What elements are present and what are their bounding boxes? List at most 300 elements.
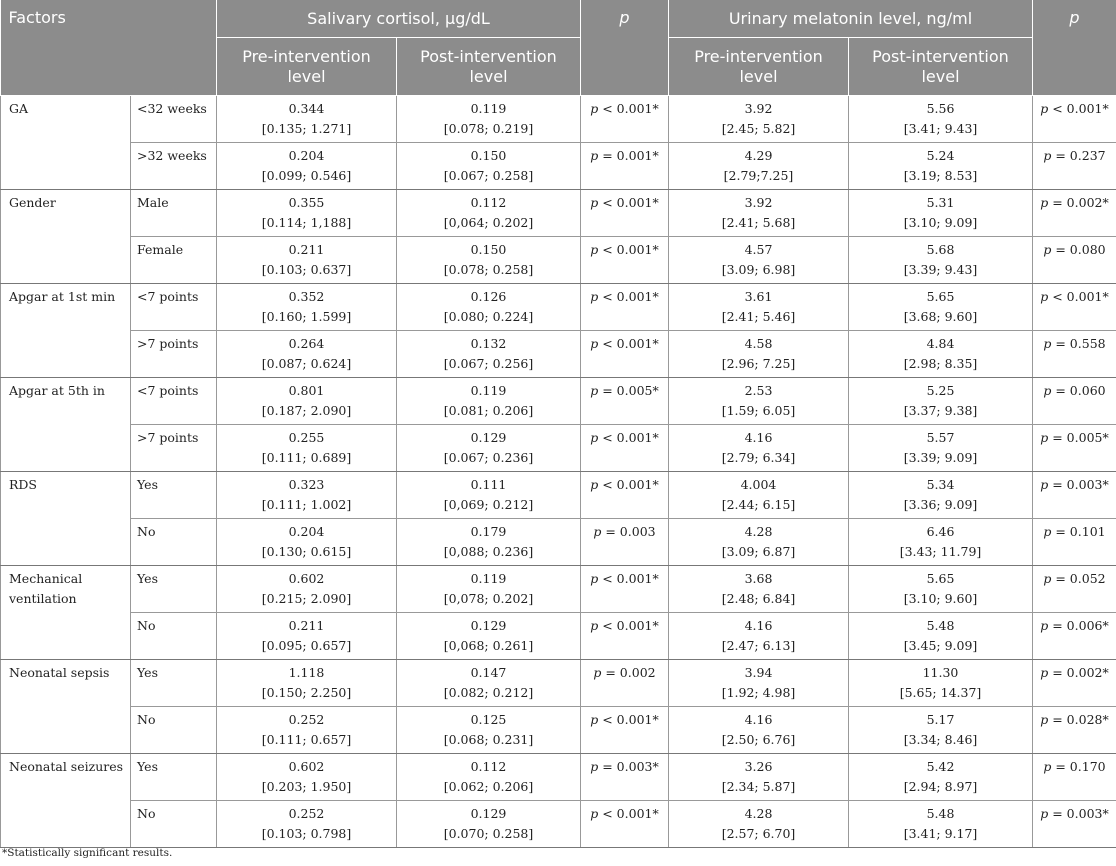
cortisol-p-cell bbox=[581, 801, 669, 848]
melatonin-post-cell bbox=[849, 284, 1033, 331]
cortisol-pre-cell-iqr: [0.095; 0.657] bbox=[261, 638, 352, 653]
footnote: *Statistically significant results. bbox=[2, 847, 173, 859]
cortisol-post-cell-iqr: [0.081; 0.206] bbox=[443, 403, 534, 418]
melatonin-pre-cell-median: 3.68 bbox=[744, 571, 773, 586]
cortisol-pre-cell bbox=[217, 237, 397, 284]
cortisol-pre-cell bbox=[217, 378, 397, 425]
cortisol-post-cell bbox=[397, 566, 581, 613]
melatonin-p-cell-value: p = 0.003* bbox=[1040, 806, 1109, 821]
melatonin-post-cell-iqr: [3.39; 9.09] bbox=[903, 450, 978, 465]
cortisol-post-cell bbox=[397, 519, 581, 566]
cortisol-post-cell bbox=[397, 143, 581, 190]
subgroup-cell: Yes bbox=[131, 566, 217, 613]
melatonin-pre-cell-median: 4.29 bbox=[744, 148, 773, 163]
melatonin-pre-cell bbox=[669, 707, 849, 754]
cortisol-pre-cell-median: 0.264 bbox=[288, 336, 325, 351]
melatonin-pre-cell-iqr: [3.09; 6.98] bbox=[721, 262, 796, 277]
melatonin-post-cell-iqr: [2.94; 8.97] bbox=[903, 779, 978, 794]
melatonin-post-cell-median: 5.57 bbox=[926, 430, 955, 445]
melatonin-p-cell-value: p < 0.001* bbox=[1040, 289, 1109, 304]
cortisol-p-cell-value: p < 0.001* bbox=[590, 289, 659, 304]
melatonin-p-cell bbox=[1033, 331, 1116, 378]
melatonin-post-cell-median: 5.31 bbox=[926, 195, 955, 210]
factor-cell: Apgar at 1st min bbox=[1, 284, 131, 378]
table-row bbox=[1, 566, 1116, 613]
cortisol-post-cell-iqr: [0,088; 0.236] bbox=[443, 544, 534, 559]
cortisol-p-cell-value: p = 0.002 bbox=[593, 665, 656, 680]
subgroup-cell: >7 points bbox=[131, 425, 217, 472]
melatonin-pre-cell bbox=[669, 143, 849, 190]
cortisol-post-cell-iqr: [0,068; 0.261] bbox=[443, 638, 534, 653]
cortisol-pre-cell-median: 0.252 bbox=[288, 806, 325, 821]
cortisol-pre-cell-iqr: [0.160; 1.599] bbox=[261, 309, 352, 324]
subgroup-cell: Yes bbox=[131, 472, 217, 519]
subgroup-cell: >32 weeks bbox=[131, 143, 217, 190]
melatonin-p-cell-value: p = 0.237 bbox=[1043, 148, 1106, 163]
melatonin-post-cell bbox=[849, 331, 1033, 378]
melatonin-pre-cell-iqr: [2.79; 6.34] bbox=[721, 450, 796, 465]
cortisol-post-cell-median: 0.179 bbox=[470, 524, 507, 539]
melatonin-p-cell-value: p = 0.060 bbox=[1043, 383, 1106, 398]
cortisol-post-cell bbox=[397, 284, 581, 331]
melatonin-p-cell bbox=[1033, 237, 1116, 284]
cortisol-post-cell-median: 0.129 bbox=[470, 618, 507, 633]
table-row bbox=[1, 754, 1116, 801]
cortisol-pre-cell-iqr: [0.111; 0.689] bbox=[261, 450, 352, 465]
cortisol-pre-cell-median: 1.118 bbox=[288, 665, 325, 680]
cortisol-post-cell-iqr: [0.078; 0.258] bbox=[443, 262, 534, 277]
melatonin-post-cell bbox=[849, 425, 1033, 472]
cortisol-p-cell-value: p < 0.001* bbox=[590, 477, 659, 492]
melatonin-post-cell-iqr: [2.98; 8.35] bbox=[903, 356, 978, 371]
melatonin-pre-cell bbox=[669, 519, 849, 566]
melatonin-p-cell-value: p = 0.028* bbox=[1040, 712, 1109, 727]
melatonin-post-cell bbox=[849, 190, 1033, 237]
melatonin-pre-cell-median: 4.57 bbox=[744, 242, 773, 257]
melatonin-post-cell-iqr: [3.19; 8.53] bbox=[903, 168, 978, 183]
factor-cell: Apgar at 5th in bbox=[1, 378, 131, 472]
melatonin-pre-cell-median: 4.28 bbox=[744, 524, 773, 539]
melatonin-post-cell-median: 5.65 bbox=[926, 571, 955, 586]
cortisol-pre-cell-iqr: [0.103; 0.637] bbox=[261, 262, 352, 277]
melatonin-p-cell-value: p < 0.001* bbox=[1040, 101, 1109, 116]
melatonin-post-cell-median: 6.46 bbox=[926, 524, 955, 539]
table-row bbox=[1, 190, 1116, 237]
melatonin-pre-cell-iqr: [2.45; 5.82] bbox=[721, 121, 796, 136]
cortisol-pre-cell bbox=[217, 425, 397, 472]
cortisol-p-cell-value: p < 0.001* bbox=[590, 430, 659, 445]
cortisol-pre-cell-iqr: [0.114; 1,188] bbox=[261, 215, 352, 230]
melatonin-post-cell-median: 5.17 bbox=[926, 712, 955, 727]
cortisol-pre-cell-iqr: [0.215; 2.090] bbox=[261, 591, 352, 606]
cortisol-pre-cell bbox=[217, 190, 397, 237]
melatonin-pre-cell-median: 3.61 bbox=[744, 289, 773, 304]
melatonin-p-cell bbox=[1033, 754, 1116, 801]
melatonin-pre-cell-iqr: [2.41; 5.68] bbox=[721, 215, 796, 230]
melatonin-p-cell-value: p = 0.170 bbox=[1043, 759, 1106, 774]
cortisol-pre-cell bbox=[217, 143, 397, 190]
cortisol-pre-cell-median: 0.211 bbox=[288, 618, 325, 633]
cortisol-pre-cell-median: 0.255 bbox=[288, 430, 325, 445]
cortisol-post-cell-iqr: [0.067; 0.256] bbox=[443, 356, 534, 371]
cortisol-post-cell-iqr: [0.062; 0.206] bbox=[443, 779, 534, 794]
cortisol-p-cell-value: p = 0.003 bbox=[593, 524, 656, 539]
cortisol-pre-cell-iqr: [0.135; 1.271] bbox=[261, 121, 352, 136]
cortisol-pre-cell bbox=[217, 472, 397, 519]
melatonin-post-cell-median: 5.34 bbox=[926, 477, 955, 492]
melatonin-pre-cell bbox=[669, 566, 849, 613]
table-row bbox=[1, 143, 1116, 190]
cortisol-post-cell-iqr: [0.082; 0.212] bbox=[443, 685, 534, 700]
cortisol-p-cell-value: p < 0.001* bbox=[590, 101, 659, 116]
melatonin-post-cell bbox=[849, 472, 1033, 519]
cortisol-pre-cell-iqr: [0.187; 2.090] bbox=[261, 403, 352, 418]
melatonin-pre-cell-median: 3.26 bbox=[744, 759, 773, 774]
subgroup-cell: <7 points bbox=[131, 378, 217, 425]
cortisol-post-cell bbox=[397, 660, 581, 707]
melatonin-post-cell bbox=[849, 707, 1033, 754]
cortisol-post-cell-iqr: [0.078; 0.219] bbox=[443, 121, 534, 136]
cortisol-p-cell bbox=[581, 425, 669, 472]
table-row bbox=[1, 96, 1116, 143]
melatonin-post-cell bbox=[849, 801, 1033, 848]
cortisol-post-cell-median: 0.126 bbox=[470, 289, 507, 304]
header-melatonin-post: Post-intervention level bbox=[849, 38, 1033, 96]
table-row bbox=[1, 284, 1116, 331]
melatonin-post-cell-median: 5.48 bbox=[926, 618, 955, 633]
cortisol-p-cell-value: p < 0.001* bbox=[590, 712, 659, 727]
melatonin-post-cell-median: 5.25 bbox=[926, 383, 955, 398]
cortisol-pre-cell-iqr: [0.087; 0.624] bbox=[261, 356, 352, 371]
header-cortisol-post: Post-intervention level bbox=[397, 38, 581, 96]
table-row bbox=[1, 707, 1116, 754]
melatonin-pre-cell bbox=[669, 472, 849, 519]
melatonin-post-cell bbox=[849, 237, 1033, 284]
cortisol-post-cell-median: 0.150 bbox=[470, 242, 507, 257]
melatonin-p-cell-value: p = 0.002* bbox=[1040, 665, 1109, 680]
cortisol-pre-cell bbox=[217, 754, 397, 801]
factor-cell: Gender bbox=[1, 190, 131, 284]
cortisol-p-cell bbox=[581, 284, 669, 331]
melatonin-pre-cell-median: 4.16 bbox=[744, 618, 773, 633]
cortisol-post-cell bbox=[397, 237, 581, 284]
cortisol-pre-cell-median: 0.204 bbox=[288, 524, 325, 539]
melatonin-p-cell bbox=[1033, 801, 1116, 848]
melatonin-pre-cell-median: 2.53 bbox=[744, 383, 773, 398]
melatonin-pre-cell-iqr: [1.59; 6.05] bbox=[721, 403, 796, 418]
cortisol-post-cell-median: 0.132 bbox=[470, 336, 507, 351]
melatonin-post-cell-iqr: [5.65; 14.37] bbox=[899, 685, 982, 700]
melatonin-pre-cell-iqr: [1.92; 4.98] bbox=[721, 685, 796, 700]
melatonin-post-cell bbox=[849, 96, 1033, 143]
header-p-cortisol: p bbox=[581, 0, 669, 96]
cortisol-pre-cell-median: 0.352 bbox=[288, 289, 325, 304]
cortisol-p-cell-value: p < 0.001* bbox=[590, 242, 659, 257]
cortisol-pre-cell bbox=[217, 96, 397, 143]
cortisol-post-cell bbox=[397, 754, 581, 801]
cortisol-p-cell bbox=[581, 519, 669, 566]
melatonin-post-cell-iqr: [3.36; 9.09] bbox=[903, 497, 978, 512]
cortisol-pre-cell bbox=[217, 660, 397, 707]
cortisol-post-cell bbox=[397, 613, 581, 660]
cortisol-pre-cell bbox=[217, 284, 397, 331]
melatonin-pre-cell-iqr: [2.79;7.25] bbox=[723, 168, 794, 183]
cortisol-post-cell bbox=[397, 190, 581, 237]
melatonin-pre-cell bbox=[669, 284, 849, 331]
cortisol-p-cell bbox=[581, 566, 669, 613]
melatonin-post-cell bbox=[849, 613, 1033, 660]
melatonin-post-cell bbox=[849, 754, 1033, 801]
melatonin-p-cell bbox=[1033, 519, 1116, 566]
melatonin-post-cell-iqr: [3.10; 9.09] bbox=[903, 215, 978, 230]
header-melatonin-pre: Pre-intervention level bbox=[669, 38, 849, 96]
factor-cell: GA bbox=[1, 96, 131, 190]
melatonin-p-cell-value: p = 0.101 bbox=[1043, 524, 1106, 539]
cortisol-p-cell bbox=[581, 331, 669, 378]
header-melatonin: Urinary melatonin level, ng/ml bbox=[669, 0, 1033, 38]
melatonin-p-cell bbox=[1033, 143, 1116, 190]
cortisol-pre-cell-median: 0.602 bbox=[288, 759, 325, 774]
melatonin-post-cell-median: 5.68 bbox=[926, 242, 955, 257]
cortisol-pre-cell-iqr: [0.203; 1.950] bbox=[261, 779, 352, 794]
cortisol-pre-cell-iqr: [0.103; 0.798] bbox=[261, 826, 352, 841]
melatonin-p-cell bbox=[1033, 566, 1116, 613]
melatonin-p-cell bbox=[1033, 660, 1116, 707]
cortisol-p-cell bbox=[581, 237, 669, 284]
melatonin-pre-cell-median: 4.16 bbox=[744, 712, 773, 727]
melatonin-pre-cell-median: 4.16 bbox=[744, 430, 773, 445]
cortisol-pre-cell-median: 0.801 bbox=[288, 383, 325, 398]
melatonin-pre-cell bbox=[669, 801, 849, 848]
table-row bbox=[1, 425, 1116, 472]
table-row bbox=[1, 613, 1116, 660]
cortisol-pre-cell-iqr: [0.111; 0.657] bbox=[261, 732, 352, 747]
melatonin-p-cell bbox=[1033, 613, 1116, 660]
melatonin-pre-cell-iqr: [2.47; 6.13] bbox=[721, 638, 796, 653]
melatonin-post-cell-iqr: [3.34; 8.46] bbox=[903, 732, 978, 747]
melatonin-pre-cell-median: 3.92 bbox=[744, 101, 773, 116]
subgroup-cell: >7 points bbox=[131, 331, 217, 378]
melatonin-post-cell bbox=[849, 378, 1033, 425]
cortisol-pre-cell bbox=[217, 613, 397, 660]
melatonin-p-cell bbox=[1033, 425, 1116, 472]
cortisol-p-cell bbox=[581, 472, 669, 519]
cortisol-p-cell bbox=[581, 660, 669, 707]
cortisol-pre-cell-median: 0.602 bbox=[288, 571, 325, 586]
cortisol-pre-cell bbox=[217, 331, 397, 378]
cortisol-post-cell-median: 0.129 bbox=[470, 806, 507, 821]
cortisol-pre-cell bbox=[217, 519, 397, 566]
melatonin-pre-cell bbox=[669, 660, 849, 707]
cortisol-pre-cell-iqr: [0.099; 0.546] bbox=[261, 168, 352, 183]
melatonin-pre-cell bbox=[669, 331, 849, 378]
subgroup-cell: Female bbox=[131, 237, 217, 284]
melatonin-post-cell-median: 11.30 bbox=[922, 665, 959, 680]
melatonin-p-cell-value: p = 0.080 bbox=[1043, 242, 1106, 257]
melatonin-pre-cell bbox=[669, 425, 849, 472]
cortisol-p-cell bbox=[581, 707, 669, 754]
melatonin-post-cell bbox=[849, 143, 1033, 190]
subgroup-cell: Male bbox=[131, 190, 217, 237]
melatonin-pre-cell bbox=[669, 613, 849, 660]
cortisol-p-cell bbox=[581, 143, 669, 190]
cortisol-post-cell-median: 0.119 bbox=[470, 383, 507, 398]
cortisol-post-cell-median: 0.119 bbox=[470, 571, 507, 586]
melatonin-post-cell-iqr: [3.41; 9.43] bbox=[903, 121, 978, 136]
melatonin-pre-cell-iqr: [2.96; 7.25] bbox=[721, 356, 796, 371]
melatonin-post-cell-iqr: [3.39; 9.43] bbox=[903, 262, 978, 277]
melatonin-pre-cell-median: 4.58 bbox=[744, 336, 773, 351]
table-row bbox=[1, 378, 1116, 425]
subgroup-cell: <7 points bbox=[131, 284, 217, 331]
melatonin-post-cell-iqr: [3.37; 9.38] bbox=[903, 403, 978, 418]
header-cortisol: Salivary cortisol, μg/dL bbox=[217, 0, 581, 38]
cortisol-pre-cell bbox=[217, 801, 397, 848]
melatonin-post-cell bbox=[849, 566, 1033, 613]
cortisol-post-cell-iqr: [0,069; 0.212] bbox=[443, 497, 534, 512]
melatonin-post-cell-median: 5.48 bbox=[926, 806, 955, 821]
melatonin-p-cell-value: p = 0.558 bbox=[1043, 336, 1106, 351]
cortisol-p-cell bbox=[581, 754, 669, 801]
table-row bbox=[1, 660, 1116, 707]
cortisol-pre-cell-median: 0.211 bbox=[288, 242, 325, 257]
melatonin-pre-cell-iqr: [3.09; 6.87] bbox=[721, 544, 796, 559]
melatonin-p-cell bbox=[1033, 378, 1116, 425]
cortisol-p-cell-value: p < 0.001* bbox=[590, 195, 659, 210]
melatonin-post-cell-iqr: [3.43; 11.79] bbox=[899, 544, 982, 559]
subgroup-cell: <32 weeks bbox=[131, 96, 217, 143]
melatonin-pre-cell bbox=[669, 237, 849, 284]
melatonin-pre-cell-iqr: [2.57; 6.70] bbox=[721, 826, 796, 841]
melatonin-p-cell bbox=[1033, 284, 1116, 331]
melatonin-p-cell bbox=[1033, 96, 1116, 143]
cortisol-pre-cell-median: 0.344 bbox=[288, 101, 325, 116]
cortisol-pre-cell-median: 0.323 bbox=[288, 477, 325, 492]
header-factors: Factors bbox=[1, 0, 217, 96]
subgroup-cell: No bbox=[131, 519, 217, 566]
melatonin-post-cell bbox=[849, 519, 1033, 566]
factor-cell: Neonatal sepsis bbox=[1, 660, 131, 754]
header-cortisol-pre: Pre-intervention level bbox=[217, 38, 397, 96]
melatonin-pre-cell-iqr: [2.48; 6.84] bbox=[721, 591, 796, 606]
table-row bbox=[1, 801, 1116, 848]
subgroup-cell: No bbox=[131, 613, 217, 660]
cortisol-pre-cell-iqr: [0.150; 2.250] bbox=[261, 685, 352, 700]
cortisol-post-cell-median: 0.125 bbox=[470, 712, 507, 727]
melatonin-pre-cell-median: 4.004 bbox=[740, 477, 777, 492]
melatonin-p-cell-value: p = 0.006* bbox=[1040, 618, 1109, 633]
cortisol-post-cell bbox=[397, 707, 581, 754]
cortisol-post-cell bbox=[397, 378, 581, 425]
melatonin-pre-cell-iqr: [2.34; 5.87] bbox=[721, 779, 796, 794]
melatonin-p-cell bbox=[1033, 190, 1116, 237]
subgroup-cell: Yes bbox=[131, 754, 217, 801]
melatonin-post-cell-median: 5.42 bbox=[926, 759, 955, 774]
cortisol-post-cell-median: 0.119 bbox=[470, 101, 507, 116]
cortisol-p-cell-value: p < 0.001* bbox=[590, 336, 659, 351]
cortisol-post-cell-median: 0.129 bbox=[470, 430, 507, 445]
cortisol-pre-cell-iqr: [0.111; 1.002] bbox=[261, 497, 352, 512]
subgroup-cell: Yes bbox=[131, 660, 217, 707]
table-row bbox=[1, 237, 1116, 284]
melatonin-pre-cell-median: 3.94 bbox=[744, 665, 773, 680]
cortisol-p-cell-value: p < 0.001* bbox=[590, 806, 659, 821]
cortisol-p-cell bbox=[581, 190, 669, 237]
melatonin-pre-cell-median: 3.92 bbox=[744, 195, 773, 210]
cortisol-post-cell-median: 0.112 bbox=[470, 195, 507, 210]
cortisol-pre-cell-median: 0.252 bbox=[288, 712, 325, 727]
melatonin-p-cell-value: p = 0.005* bbox=[1040, 430, 1109, 445]
cortisol-post-cell bbox=[397, 801, 581, 848]
cortisol-post-cell-iqr: [0,064; 0.202] bbox=[443, 215, 534, 230]
table-row bbox=[1, 331, 1116, 378]
cortisol-pre-cell bbox=[217, 707, 397, 754]
cortisol-p-cell-value: p = 0.003* bbox=[590, 759, 659, 774]
cortisol-pre-cell-median: 0.204 bbox=[288, 148, 325, 163]
melatonin-post-cell-median: 5.65 bbox=[926, 289, 955, 304]
cortisol-post-cell-median: 0.147 bbox=[470, 665, 507, 680]
factor-cell: Neonatal seizures bbox=[1, 754, 131, 848]
table-row bbox=[1, 472, 1116, 519]
cortisol-post-cell bbox=[397, 331, 581, 378]
header-p-melatonin: p bbox=[1033, 0, 1116, 96]
cortisol-pre-cell-iqr: [0.130; 0.615] bbox=[261, 544, 352, 559]
cortisol-post-cell-iqr: [0.068; 0.231] bbox=[443, 732, 534, 747]
melatonin-pre-cell bbox=[669, 378, 849, 425]
cortisol-p-cell-value: p = 0.001* bbox=[590, 148, 659, 163]
subgroup-cell: No bbox=[131, 801, 217, 848]
cortisol-post-cell bbox=[397, 472, 581, 519]
cortisol-post-cell bbox=[397, 425, 581, 472]
melatonin-p-cell-value: p = 0.002* bbox=[1040, 195, 1109, 210]
melatonin-post-cell bbox=[849, 660, 1033, 707]
melatonin-post-cell-median: 5.56 bbox=[926, 101, 955, 116]
cortisol-p-cell bbox=[581, 378, 669, 425]
cortisol-p-cell-value: p < 0.001* bbox=[590, 618, 659, 633]
cortisol-pre-cell bbox=[217, 566, 397, 613]
melatonin-pre-cell-median: 4.28 bbox=[744, 806, 773, 821]
melatonin-pre-cell-iqr: [2.50; 6.76] bbox=[721, 732, 796, 747]
melatonin-post-cell-iqr: [3.45; 9.09] bbox=[903, 638, 978, 653]
cortisol-post-cell-median: 0.112 bbox=[470, 759, 507, 774]
cortisol-p-cell-value: p < 0.001* bbox=[590, 571, 659, 586]
factor-cell: Mechanical ventilation bbox=[1, 566, 131, 660]
melatonin-p-cell-value: p = 0.052 bbox=[1043, 571, 1106, 586]
cortisol-post-cell-median: 0.111 bbox=[470, 477, 507, 492]
factor-cell: RDS bbox=[1, 472, 131, 566]
melatonin-pre-cell-iqr: [2.41; 5.46] bbox=[721, 309, 796, 324]
cortisol-p-cell-value: p = 0.005* bbox=[590, 383, 659, 398]
subgroup-cell: No bbox=[131, 707, 217, 754]
melatonin-post-cell-iqr: [3.68; 9.60] bbox=[903, 309, 978, 324]
cortisol-post-cell-iqr: [0.070; 0.258] bbox=[443, 826, 534, 841]
melatonin-pre-cell bbox=[669, 754, 849, 801]
cortisol-post-cell-iqr: [0.067; 0.258] bbox=[443, 168, 534, 183]
cortisol-post-cell-median: 0.150 bbox=[470, 148, 507, 163]
cortisol-post-cell-iqr: [0.067; 0.236] bbox=[443, 450, 534, 465]
cortisol-post-cell-iqr: [0.080; 0.224] bbox=[443, 309, 534, 324]
cortisol-pre-cell-median: 0.355 bbox=[288, 195, 325, 210]
melatonin-post-cell-iqr: [3.10; 9.60] bbox=[903, 591, 978, 606]
cortisol-p-cell bbox=[581, 613, 669, 660]
melatonin-p-cell bbox=[1033, 472, 1116, 519]
melatonin-pre-cell bbox=[669, 190, 849, 237]
cortisol-post-cell bbox=[397, 96, 581, 143]
table-row bbox=[1, 519, 1116, 566]
melatonin-post-cell-median: 4.84 bbox=[926, 336, 955, 351]
melatonin-post-cell-iqr: [3.41; 9.17] bbox=[903, 826, 978, 841]
melatonin-pre-cell bbox=[669, 96, 849, 143]
